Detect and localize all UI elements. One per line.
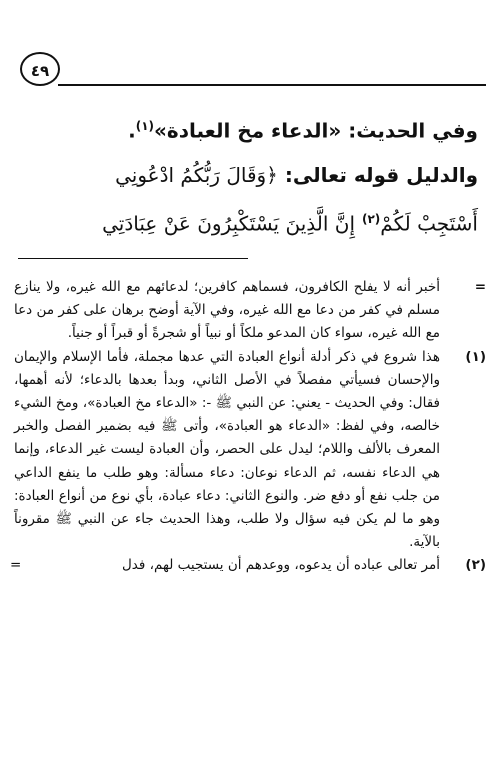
main-text <box>14 104 478 245</box>
footnote-1-text: هذا شروع في ذكر أدلة أنواع العبادة التي عدها مجملة، فأما الإسلام والإيمان والإحسان فسيأتي مفصلاً في الأصل الثاني، وبدأ بعدها بالدعاء؛ لأنه أهمها، فقال: وفي الحديث - يعني: عن النبي ﷺ -: «الدعاء مخ العبادة»، ومخ الشيء خالصه، وفي لفظ: «الدعاء هو العبادة»، وأتى ﷺ فيه بضمير الفصل والخبر المعرف بالألف واللام؛ ليدل على الحصر، وأن العبادة ليست غير الدعاء، وإنما هي الدعاء نفسه، ثم الدعاء نوعان: دعاء مسألة: وهو طلب ما ينفع الداعي من جلب نفع أو دفع ضر. والنوع الثاني: دعاء عبادة، بأي نوع من أنواع العبادة: وهو ما لم يكن فيه سؤال ولا طلب، وهذا الحديث جاء عن النبي ﷺ مقروناً بالآية. <box>14 348 440 551</box>
continuation-mark: = <box>474 279 486 295</box>
line1-end: . <box>128 118 136 143</box>
footnote-separator <box>18 258 248 259</box>
main-line-2 <box>14 153 478 197</box>
footnotes <box>10 276 486 578</box>
footnote-ref-1: (١) <box>135 119 155 133</box>
footnote-2-text: أمر تعالى عباده أن يدعوه، ووعدهم أن يستجيب لهم، فدل <box>122 557 440 574</box>
quran-verse-part-3: إِنَّ الَّذِينَ يَسْتَكْبِرُونَ عَنْ عِبَادَتِي <box>102 211 356 236</box>
hadith-line: وفي الحديث: «الدعاء مخ العبادة» <box>154 118 478 143</box>
footnote-1-mark: (١) <box>465 348 486 365</box>
footnote-2-continues-mark: = <box>10 557 22 574</box>
footnote-continuation <box>14 276 486 346</box>
quran-verse-part-1: ﴿وَقَالَ رَبُّكُمُ ادْعُونِي <box>115 162 278 187</box>
footnote-1 <box>14 346 486 555</box>
footnote-continuation-text: أخبر أنه لا يفلح الكافرون، فسماهم كافرين؛ لدعائهم مع الله غيره، ولا ينازع مسلم في كفر من دعا مع الله غيره، وفي الآية أوضح برهان على كفر من دعا مع الله غيره، سواء كان المدعو ملكاً أو نبياً أو شجرةً أو قبراً أو جنياً. <box>14 279 440 342</box>
footnote-ref-2: (٢) <box>361 211 381 226</box>
page-header <box>0 0 504 92</box>
main-line-1 <box>14 104 478 153</box>
page-number-badge <box>20 52 60 86</box>
quran-verse-part-2: أَسْتَجِبْ لَكُمْ <box>380 211 478 236</box>
evidence-prefix: والدليل قوله تعالى: <box>284 162 478 187</box>
main-line-3 <box>14 197 478 246</box>
page-number: ٤٩ <box>30 62 50 80</box>
footnote-2-mark: (٢) <box>465 557 486 574</box>
header-rule <box>58 84 486 86</box>
footnote-2 <box>10 554 486 577</box>
